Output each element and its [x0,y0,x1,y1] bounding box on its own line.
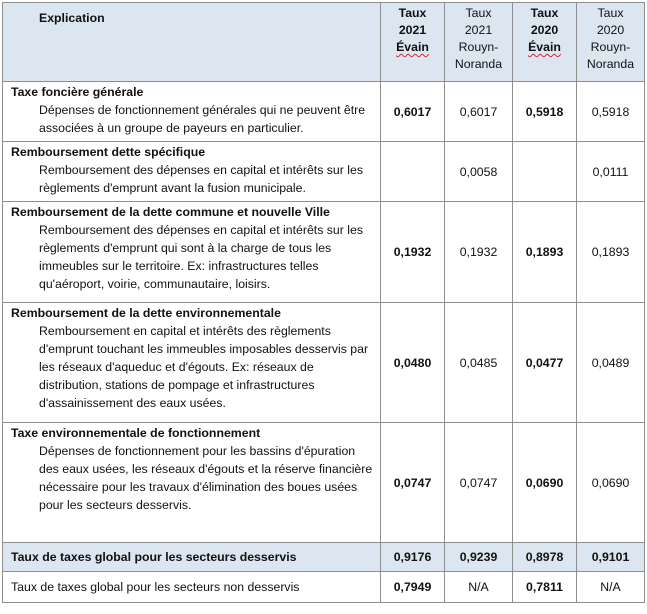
total-desservis-2021-evain: 0,9176 [381,543,445,572]
value-2021-evain: 0,6017 [381,82,445,142]
header-2020-evain-line1: Taux [530,6,559,20]
total-non-desservis-2020-rouyn-noranda: N/A [577,572,645,603]
header-2021-rn-line3: Rouyn- [458,40,499,54]
header-2020-rouyn-noranda [577,3,645,82]
value-2020-evain: 0,0690 [513,423,577,543]
total-desservis-2021-rouyn-noranda: 0,9239 [445,543,513,572]
row-text: Dépenses de fonctionnement générales qui ne peuvent être associées à un groupe de payeurs en particulier. [39,103,366,135]
value-2021-evain: 0,0480 [381,303,445,423]
table-row [3,82,645,142]
header-2020-rn-line2: 2020 [596,23,625,37]
header-2021-evain-line1: Taux [398,6,427,20]
total-non-desservis-2020-evain: 0,7811 [513,572,577,603]
header-explication: Explication [3,3,381,82]
value-2021-evain [381,142,445,202]
header-2020-evain [513,3,577,82]
total-non-desservis-2021-evain: 0,7949 [381,572,445,603]
row-text: Remboursement en capital et intérêts des règlements d'emprunt touchant les immeubles imposables desservis par les réseaux d'aqueduc et d'égouts. Ex: réseaux de distribution, stations de pompage et infrastructures d'assainissement des eaux usées. [39,324,369,410]
value-2020-rouyn-noranda: 0,1893 [577,202,645,303]
total-desservis-2020-evain: 0,8978 [513,543,577,572]
value-2021-rouyn-noranda: 0,0058 [445,142,513,202]
total-non-desservis-2021-rouyn-noranda: N/A [445,572,513,603]
row-description [3,423,381,543]
total-row-non-desservis [3,572,645,603]
row-title: Remboursement de la dette commune et nouvelle Ville [11,205,330,219]
header-2020-evain-line3: Évain [528,40,561,54]
value-2020-evain: 0,1893 [513,202,577,303]
tax-rates-table [2,2,645,603]
row-description [3,202,381,303]
row-text: Remboursement des dépenses en capital et intérêts sur les règlements d'emprunt avant la fusion municipale. [39,163,363,195]
table-row [3,142,645,202]
value-2020-rouyn-noranda: 0,5918 [577,82,645,142]
total-desservis-label: Taux de taxes global pour les secteurs desservis [3,543,381,572]
row-text: Dépenses de fonctionnement pour les bassins d'épuration des eaux usées, les réseaux d'égouts et la réserve financière nécessaire pour les travaux d'élimination des boues usées pour les secteurs desservis. [39,444,373,512]
value-2020-evain [513,142,577,202]
row-description [3,142,381,202]
row-title: Taxe environnementale de fonctionnement [11,426,261,440]
header-2021-rn-line4: Noranda [454,57,503,71]
total-desservis-2020-rouyn-noranda: 0,9101 [577,543,645,572]
table-row [3,303,645,423]
value-2021-rouyn-noranda: 0,0747 [445,423,513,543]
header-2020-rn-line3: Rouyn- [590,40,631,54]
value-2020-evain: 0,0477 [513,303,577,423]
total-row-desservis [3,543,645,572]
header-2020-rn-line1: Taux [597,6,624,20]
header-2021-rouyn-noranda [445,3,513,82]
header-2021-evain-line3: Évain [396,40,429,54]
header-2020-evain-line2: 2020 [530,23,559,37]
value-2020-rouyn-noranda: 0,0111 [577,142,645,202]
value-2021-evain: 0,0747 [381,423,445,543]
total-non-desservis-label: Taux de taxes global pour les secteurs non desservis [3,572,381,603]
row-description [3,303,381,423]
row-title: Remboursement dette spécifique [11,145,206,159]
table-header-row [3,3,645,82]
value-2020-rouyn-noranda: 0,0690 [577,423,645,543]
header-2020-rn-line4: Noranda [586,57,635,71]
value-2021-rouyn-noranda: 0,6017 [445,82,513,142]
value-2021-rouyn-noranda: 0,0485 [445,303,513,423]
row-text: Remboursement des dépenses en capital et intérêts sur les règlements d'emprunt qui sont à la charge de tous les immeubles sur le territoire. Ex: infrastructures telles qu'aéroport, voirie, communautaire, loisirs. [39,223,363,291]
value-2020-evain: 0,5918 [513,82,577,142]
row-description [3,82,381,142]
table-row [3,202,645,303]
row-title: Taxe foncière générale [11,85,144,99]
row-title: Remboursement de la dette environnementale [11,306,281,320]
header-2021-evain [381,3,445,82]
table-row [3,423,645,543]
value-2021-rouyn-noranda: 0,1932 [445,202,513,303]
value-2020-rouyn-noranda: 0,0489 [577,303,645,423]
value-2021-evain: 0,1932 [381,202,445,303]
header-2021-evain-line2: 2021 [398,23,427,37]
header-2021-rn-line2: 2021 [464,23,493,37]
header-2021-rn-line1: Taux [465,6,492,20]
